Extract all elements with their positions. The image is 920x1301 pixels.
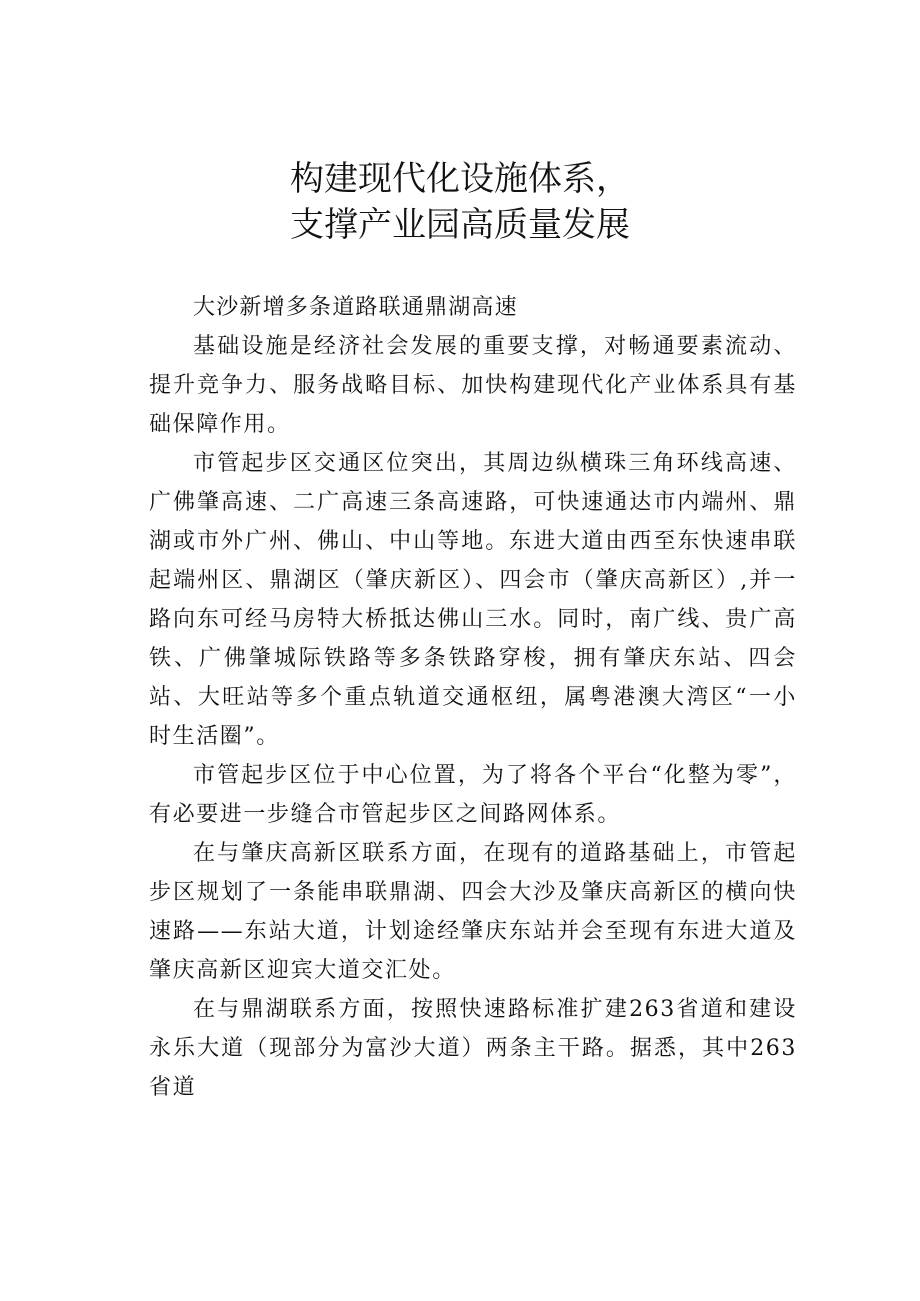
document-title: [0, 156, 920, 248]
section-subheading: 大沙新增多条道路联通鼎湖高速: [193, 295, 518, 320]
paragraph-hi-tech-zone-link: 在与肇庆高新区联系方面，在现有的道路基础上，市管起步区规划了一条能串联鼎湖、四会大沙及肇庆高新区的横向快速路——东站大道，计划途经肇庆东站并会至现有东进大道及肇庆高新区迎宾大道交汇处。: [149, 841, 797, 983]
paragraph-transport-location: 市管起步区交通区位突出，其周边纵横珠三角环线高速、广佛肇高速、二广高速三条高速路，可快速通达市内端州、鼎湖或市外广州、佛山、中山等地。东进大道由西至东快速串联起端州区、鼎湖区（肇庆新区）、四会市（肇庆高新区）,并一路向东可经马房特大桥抵达佛山三水。同时，南广线、贵广高铁、广佛肇城际铁路等多条铁路穿梭，拥有肇庆东站、四会站、大旺站等多个重点轨道交通枢纽，属粤港澳大湾区“一小时生活圈”。: [149, 451, 797, 749]
title-line-1: 构建现代化设施体系，: [290, 159, 630, 199]
document-body: [149, 288, 797, 1107]
paragraph-road-network: 市管起步区位于中心位置，为了将各个平台“化整为零”，有必要进一步缝合市管起步区之间路网体系。: [149, 763, 797, 827]
paragraph-infrastructure: 基础设施是经济社会发展的重要支撑，对畅通要素流动、提升竞争力、服务战略目标、加快构建现代化产业体系具有基础保障作用。: [149, 334, 797, 437]
title-line-2: 支撑产业园高质量发展: [290, 205, 630, 245]
paragraph-dinghu-link: 在与鼎湖联系方面，按照快速路标准扩建263省道和建设永乐大道（现部分为富沙大道）两条主干路。据悉，其中263省道: [149, 997, 797, 1100]
